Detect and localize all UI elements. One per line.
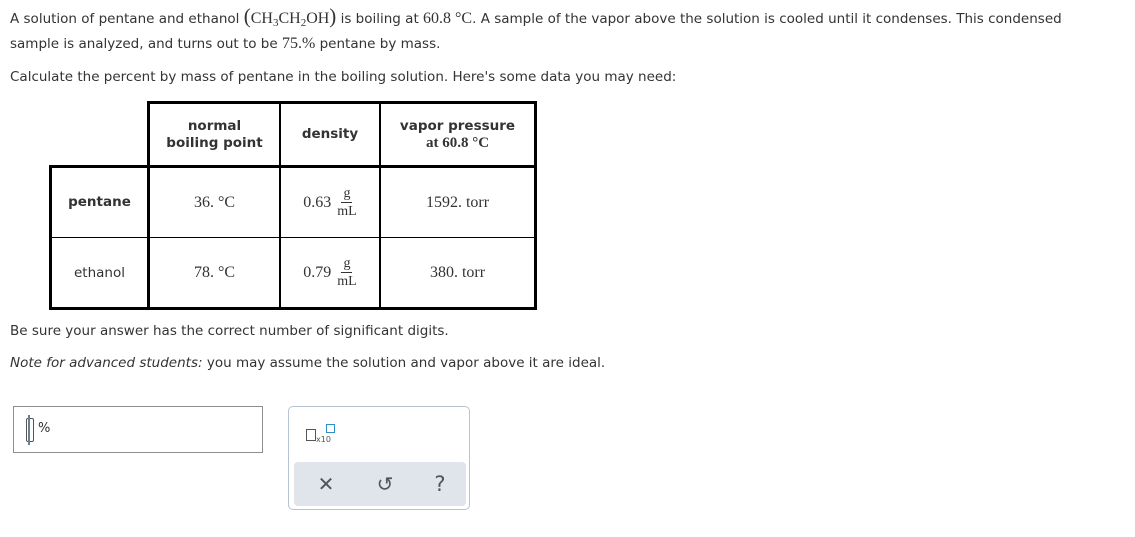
scientific-notation-icon[interactable]: x10 [306, 424, 334, 446]
header-vapor-pressure: vapor pressure at 60.8 °C [399, 117, 516, 151]
header-density: density [301, 126, 359, 142]
instruction-text: Calculate the percent by mass of pentane in the boiling solution. Here's some data you may need: [10, 69, 677, 85]
pentane-boiling-point: 36. °C [193, 193, 236, 211]
row-label-ethanol: ethanol [74, 264, 125, 281]
advanced-note: Note for advanced students: you may assume the solution and vapor above it are ideal. [10, 355, 606, 371]
answer-tools-panel [288, 406, 470, 510]
problem-text: pentane by mass. [319, 36, 441, 52]
pentane-density: 0.63 $\frac{g}{mL}$ [303, 185, 357, 219]
ethanol-vapor-pressure: 380. torr [429, 263, 486, 281]
undo-icon[interactable]: ↺ [376, 472, 394, 496]
problem-text: . A sample of the vapor above the solution is cooled until it condenses. This condensed [472, 11, 1062, 27]
answer-unit: % [38, 421, 51, 436]
sig-digits-note: Be sure your answer has the correct number of significant digits. [10, 323, 449, 339]
ethanol-density: 0.79 $\frac{g}{mL}$ [303, 255, 357, 289]
temperature-value: 60.8 °C [423, 10, 473, 27]
ethanol-formula: $(CH_3CH_2OH)$ [243, 4, 337, 29]
header-boiling-point: normal boiling point [166, 117, 263, 151]
problem-text: is boiling at [340, 11, 419, 27]
row-label-pentane: pentane [68, 194, 131, 210]
pentane-vapor-pressure: 1592. torr [425, 193, 490, 211]
text-cursor [28, 415, 30, 445]
ethanol-boiling-point: 78. °C [193, 263, 236, 281]
percent-value: 75.% [281, 35, 316, 52]
problem-text: sample is analyzed, and turns out to be [10, 36, 278, 52]
help-icon[interactable]: ? [434, 472, 446, 496]
answer-input[interactable] [13, 406, 263, 453]
clear-icon[interactable]: ✕ [317, 472, 335, 496]
problem-text: A solution of pentane and ethanol [10, 11, 240, 27]
problem-line-2 [10, 35, 440, 53]
density-unit: $\frac{g}{mL}$ [337, 185, 357, 219]
tool-button-row [294, 462, 466, 506]
density-unit: $\frac{g}{mL}$ [337, 255, 357, 289]
problem-line-1 [10, 4, 1062, 28]
